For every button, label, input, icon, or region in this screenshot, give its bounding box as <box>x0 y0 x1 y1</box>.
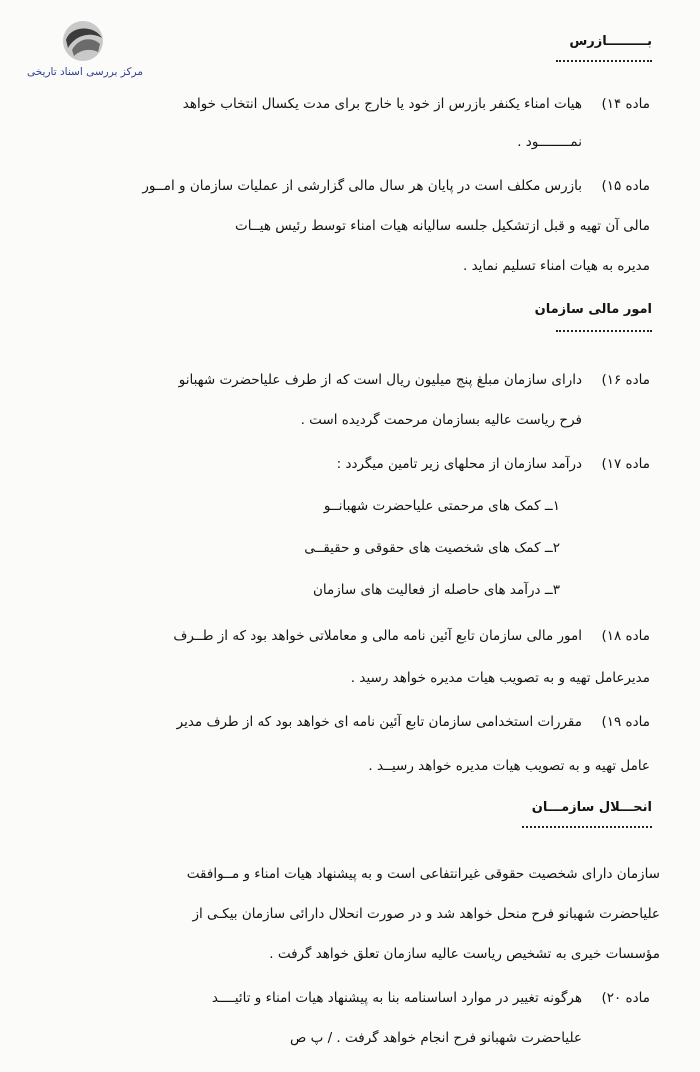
article-15-line-3: مدیره به هیات امناء تسلیم نماید . <box>462 258 650 274</box>
article-20-label: ماده ۲۰) <box>601 990 650 1006</box>
section-heading-dissolution: انحـــلال سازمـــان <box>531 800 652 815</box>
article-20-line-2: علیاحضرت شهبانو فرح انجام خواهد گرفت . / پ ص <box>289 1030 582 1046</box>
article-19-line-2: عامل تهیه و به تصویب هیات مدیره خواهد رسیــد . <box>368 758 650 774</box>
heading-underline <box>556 330 652 332</box>
section-heading-inspectors: بـــــــــازرس <box>569 34 652 49</box>
article-16-label: ماده ۱۶) <box>601 372 650 388</box>
article-18-line-1: امور مالی سازمان تابع آئین نامه مالی و معاملاتی خواهد بود که از طــرف <box>173 628 582 644</box>
article-19-label: ماده ۱۹) <box>601 714 650 730</box>
article-20-line-1: هرگونه تغییر در موارد اساسنامه بنا به پیشنهاد هیات امناء و تائیــــد <box>211 990 582 1006</box>
article-17-item-1: ۱ــ کمک های مرحمتی علیاحضرت شهبانــو <box>323 498 560 514</box>
article-17-item-3: ۳ــ درآمد های حاصله از فعالیت های سازمان <box>312 582 560 598</box>
article-14-line-2: نمــــــــود . <box>517 134 582 150</box>
article-17-item-2: ۲ــ کمک های شخصیت های حقوقی و حقیقــی <box>304 540 560 556</box>
article-18-line-2: مدیرعامل تهیه و به تصویب هیات مدیره خواهد رسید . <box>350 670 650 686</box>
article-15-line-1: بازرس مکلف است در پایان هر سال مالی گزارشی از عملیات سازمان و امــور <box>142 178 582 194</box>
article-15-label: ماده ۱۵) <box>601 178 650 194</box>
article-18-label: ماده ۱۸) <box>601 628 650 644</box>
logo-caption: مرکز بررسی اسناد تاریخی <box>27 66 143 78</box>
heading-underline <box>522 826 652 828</box>
dissolution-line-2: علیاحضرت شهبانو فرح منحل خواهد شد و در صورت انحلال دارائی سازمان بیکـی از <box>192 906 660 922</box>
article-19-line-1: مقررات استخدامی سازمان تابع آئین نامه ای خواهد بود که از طرف مدیر <box>176 714 582 730</box>
article-16-line-1: دارای سازمان مبلغ پنج میلیون ریال است که از طرف علیاحضرت شهبانو <box>178 372 582 388</box>
archive-logo <box>20 18 150 82</box>
article-14-line-1: هیات امناء یکنفر بازرس از خود یا خارج برای مدت یکسال انتخاب خواهد <box>182 96 582 112</box>
archive-emblem-icon <box>58 18 108 64</box>
article-17-label: ماده ۱۷) <box>601 456 650 472</box>
dissolution-line-3: مؤسسات خیری به تشخیص ریاست عالیه سازمان تعلق خواهد گرفت . <box>269 946 660 962</box>
article-16-line-2: فرح ریاست عالیه بسازمان مرحمت گردیده است . <box>300 412 582 428</box>
dissolution-line-1: سازمان دارای شخصیت حقوقی غیرانتفاعی است و به پیشنهاد هیات امناء و مــوافقت <box>186 866 660 882</box>
heading-underline <box>556 60 652 62</box>
article-15-line-2: مالی آن تهیه و قبل ازتشکیل جلسه سالیانه هیات امناء توسط رئیس هیــات <box>235 218 650 234</box>
article-17-line-1: درآمد سازمان از محلهای زیر تامین میگردد : <box>336 456 582 472</box>
section-heading-finance: امور مالی سازمان <box>534 302 652 317</box>
article-14-label: ماده ۱۴) <box>601 96 650 112</box>
